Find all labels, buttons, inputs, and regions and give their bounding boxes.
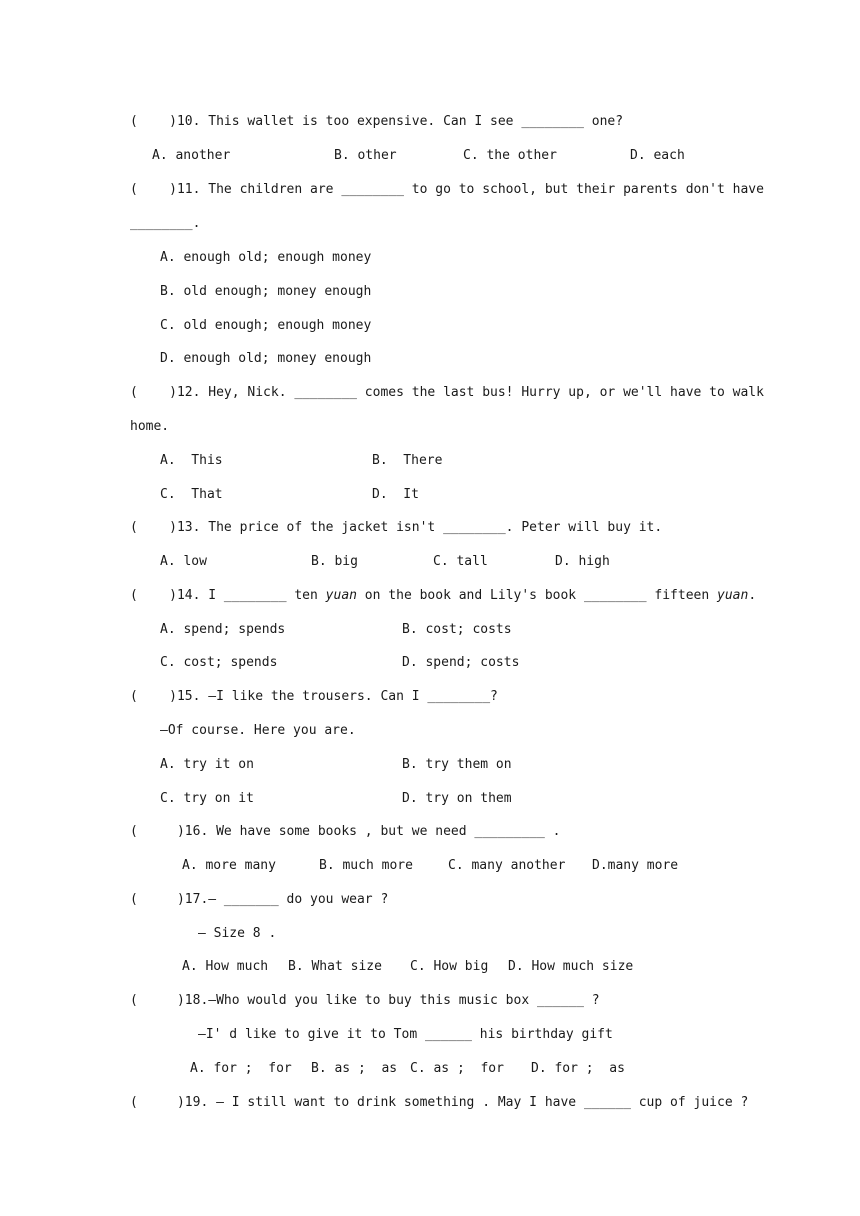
q10-stem: ( )10. This wallet is too expensive. Can I see ________ one? xyxy=(130,114,624,129)
q13-option-c: C. tall xyxy=(433,554,488,569)
q12-option-c: C. That xyxy=(160,487,223,502)
yuan-italic-2: yuan xyxy=(717,588,749,603)
q13-option-a: A. low xyxy=(160,554,207,569)
q10-option-c: C. the other xyxy=(463,148,557,163)
q18-option-a: A. for ; for xyxy=(190,1061,292,1076)
q14-option-b: B. cost; costs xyxy=(402,622,512,637)
q11-option-a: A. enough old; enough money xyxy=(160,250,372,265)
q13-option-b: B. big xyxy=(311,554,358,569)
q19-stem: ( )19. — I still want to drink something . May I have ______ cup of juice ? xyxy=(130,1095,749,1110)
q15-stem: ( )15. —I like the trousers. Can I ________? xyxy=(130,689,498,704)
yuan-italic-1: yuan xyxy=(325,588,357,603)
q17-stem: ( )17.— _______ do you wear ? xyxy=(130,892,389,907)
q15-option-d: D. try on them xyxy=(402,791,512,806)
q11-stem: ( )11. The children are ________ to go to school, but their parents don't have xyxy=(130,182,764,197)
q17-option-c: C. How big xyxy=(410,959,489,974)
q12-option-d: D. It xyxy=(372,487,419,502)
q16-option-a: A. more many xyxy=(182,858,276,873)
q15-option-a: A. try it on xyxy=(160,757,254,772)
q11-option-c: C. old enough; enough money xyxy=(160,318,372,333)
q15-reply: —Of course. Here you are. xyxy=(160,723,356,738)
q12-option-a: A. This xyxy=(160,453,223,468)
q10-option-b: B. other xyxy=(334,148,397,163)
q12-stem-continued: home. xyxy=(130,419,170,434)
q10-option-a: A. another xyxy=(152,148,231,163)
q16-stem: ( )16. We have some books , but we need _________ . xyxy=(130,824,561,839)
q14-option-a: A. spend; spends xyxy=(160,622,286,637)
q12-stem: ( )12. Hey, Nick. ________ comes the last bus! Hurry up, or we'll have to walk xyxy=(130,385,764,400)
q11-stem-continued: ________. xyxy=(130,216,201,231)
q13-stem: ( )13. The price of the jacket isn't ________. Peter will buy it. xyxy=(130,520,663,535)
q11-option-b: B. old enough; money enough xyxy=(160,284,372,299)
q11-option-d: D. enough old; money enough xyxy=(160,351,372,366)
q16-option-d: D.many more xyxy=(592,858,679,873)
q17-reply: — Size 8 . xyxy=(198,926,277,941)
q16-option-b: B. much more xyxy=(319,858,413,873)
q14-option-c: C. cost; spends xyxy=(160,655,278,670)
q10-option-d: D. each xyxy=(630,148,685,163)
q17-option-b: B. What size xyxy=(288,959,382,974)
q18-option-d: D. for ; as xyxy=(531,1061,625,1076)
q15-option-c: C. try on it xyxy=(160,791,254,806)
q14-option-d: D. spend; costs xyxy=(402,655,520,670)
q17-option-d: D. How much size xyxy=(508,959,634,974)
q18-reply: —I' d like to give it to Tom ______ his birthday gift xyxy=(198,1027,613,1042)
q18-option-b: B. as ; as xyxy=(311,1061,398,1076)
q12-option-b: B. There xyxy=(372,453,443,468)
q16-option-c: C. many another xyxy=(448,858,566,873)
q13-option-d: D. high xyxy=(555,554,610,569)
q18-option-c: C. as ; for xyxy=(410,1061,504,1076)
q15-option-b: B. try them on xyxy=(402,757,512,772)
q18-stem: ( )18.—Who would you like to buy this music box ______ ? xyxy=(130,993,600,1008)
q17-option-a: A. How much xyxy=(182,959,269,974)
q14-stem: ( )14. I ________ ten yuan on the book and Lily's book ________ fifteen yuan. xyxy=(130,588,757,603)
